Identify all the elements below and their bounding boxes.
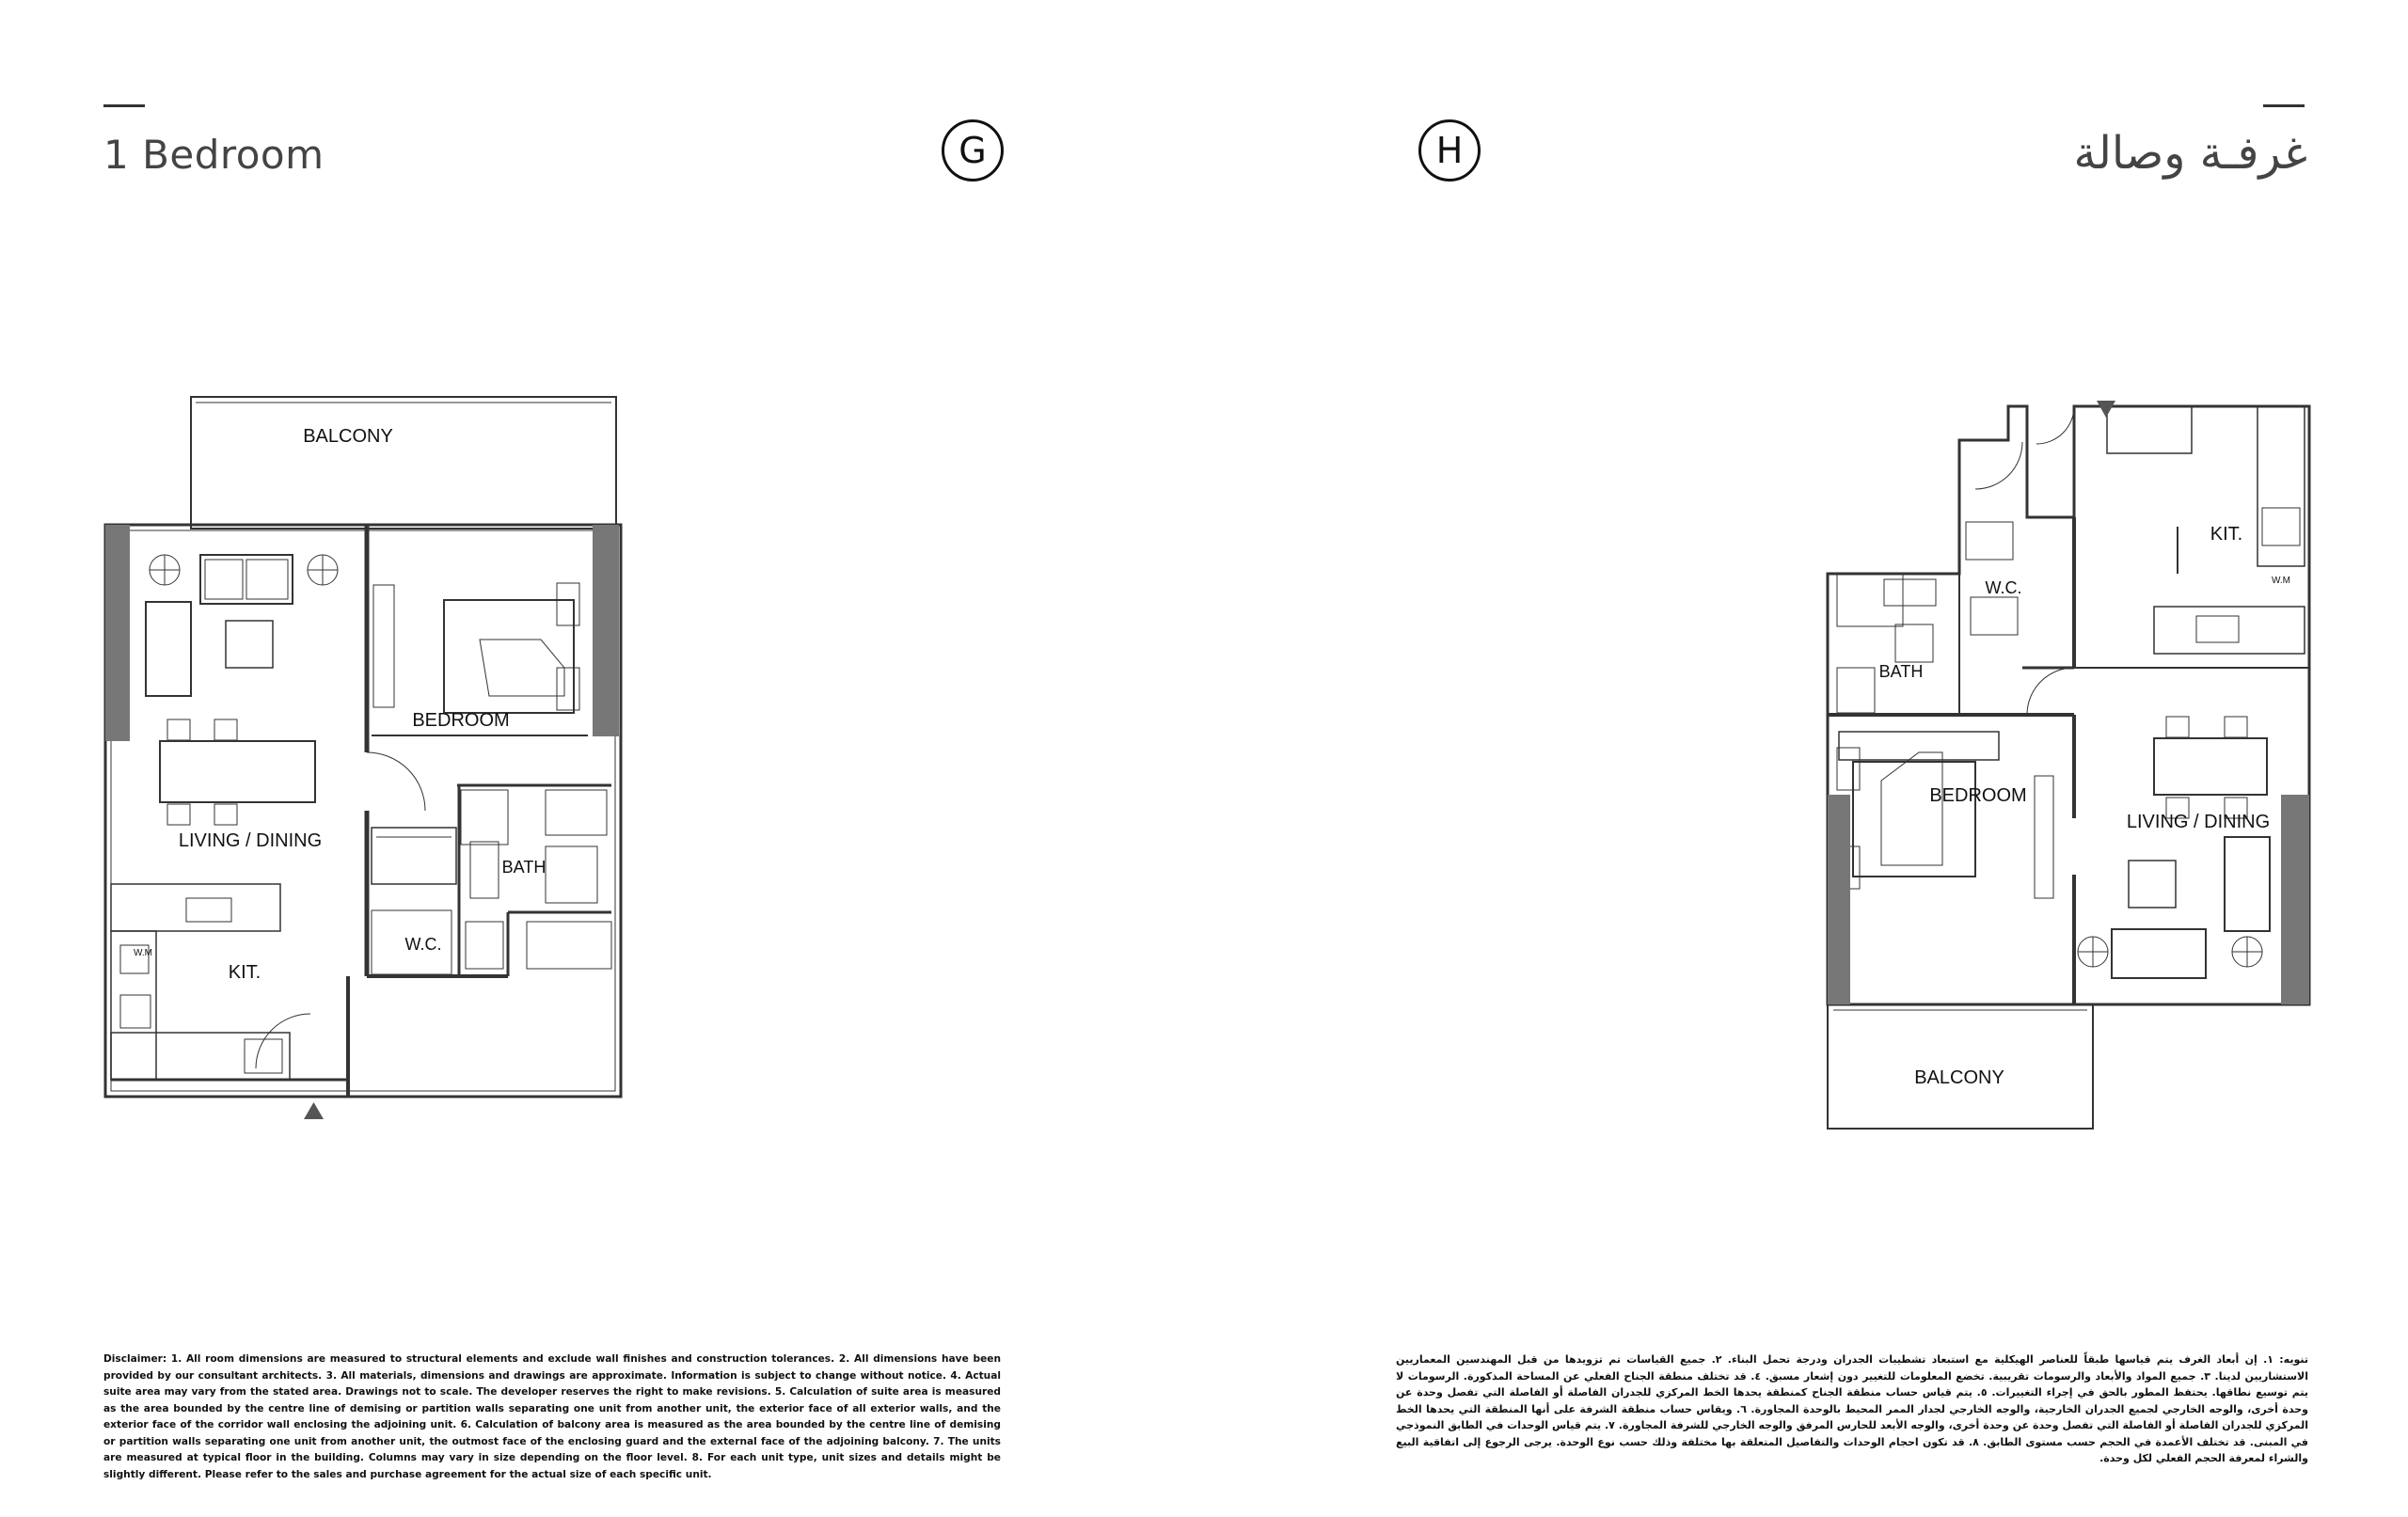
page-title-arabic: غرفـة وصالة <box>2073 127 2307 180</box>
label-balcony-g: BALCONY <box>303 426 393 447</box>
unit-h-marker: H <box>1418 119 1481 182</box>
label-bedroom-g: BEDROOM <box>412 710 510 731</box>
floor-plan-g <box>94 386 640 1138</box>
label-wc-h: W.C. <box>1985 578 2022 597</box>
label-balcony-h: BALCONY <box>1914 1067 2004 1088</box>
balcony-area <box>1828 1004 2093 1129</box>
floor-plan-h <box>1820 395 2328 1147</box>
label-living-g: LIVING / DINING <box>178 830 323 851</box>
label-living-h: LIVING / DINING <box>2126 812 2271 832</box>
label-bath-g: BATH <box>501 858 547 877</box>
header-rule-right <box>2263 104 2305 107</box>
disclaimer-english: Disclaimer: 1. All room dimensions are measured to structural elements and exclude wall finishes and construction tolerances. 2. All dimensions have been provided by our consultant architects. 3. All materials, dimensions and drawings are approximate. Information is subject to change without notice. 4. Actual suite area may vary from the stated area. Drawings not to scale. The developer reserves the right to make revisions. 5. Calculation of suite area is measured as the area bounded by the centre line of demising or partition walls separating one unit from another unit, the exterior face of all exterior walls, and the exterior face of the corridor wall enclosing the adjoining unit. 6. Calculation of balcony area is measured as the area bounded by the centre line of demising or partition walls separating one unit from another unit, the outmost face of the enclosing guard and the external face of the adjoining balcony. 7. The units are measured at typical floor in the building. Columns may vary in size depending on the floor level. 8. For each unit type, unit sizes and details might be slightly different. Please refer to the sales and purchase agreement for the actual size of each specific unit. <box>103 1353 1001 1480</box>
label-bedroom-h: BEDROOM <box>1929 785 2027 806</box>
balcony-area <box>191 397 616 529</box>
label-wc-g: W.C. <box>404 935 442 954</box>
header-rule-left <box>103 104 145 107</box>
page-title-english: 1 Bedroom <box>103 132 325 178</box>
label-wm-h: W.M <box>2272 576 2290 586</box>
disclaimer-arabic: تنويه: ١. إن أبعاد الغرف يتم قياسها طبقاً للعناصر الهيكلية مع استبعاد تشطيبات الجدران ودرجة تحمل البناء. ٢. جميع القياسات تم تزويدها من قبل المهندسين المعماريين الاستشاريين لدينا. ٣. جميع المواد والأبعاد والرسومات تقريبية. تخضع المعلومات للتغيير دون إشعار مسبق. ٤. قد تختلف منطقة الجناح الفعلي عن المساحة المذكورة. الرسومات لا يتم توسيع نطاقها. يحتفظ المطور بالحق في إجراء التغييرات. ٥. يتم قياس حساب منطقة الجناح كمنطقة يحدها الخط المركزي للجدران الفاصلة أو الفاصلة التي تفصل وحدة عن وحدة أخرى، والوجه الخارجي لجميع الجدران الخارجية، والوجه الخارجي لجدار الممر المحيط بالوحدة المجاورة. ٦. ويقاس حساب منطقة الشرفة على أنها المنطقة التي يحدها الخط المركزي للجدران الفاصلة أو الفاصلة التي تفصل وحدة عن وحدة أخرى، والوجه الأبعد للحارس المرفق والوجه الخارجي للشرفة المجاورة. ٧. يتم قياس الوحدات في الطابق النموذجي في المبنى. قد تختلف الأعمدة في الحجم حسب مستوى الطابق. ٨. قد تكون احجام الوحدات والتفاصيل المتعلقة بها مختلفة وذلك حسب نوع الوحدة. يرجى الرجوع إلى اتفاقية البيع والشراء لمعرفة الحجم الفعلي لكل وحدة. <box>1396 1353 2309 1464</box>
label-kitchen-g: KIT. <box>228 962 261 983</box>
label-kitchen-h: KIT. <box>2210 524 2243 545</box>
label-wm-g: W.M <box>134 948 152 958</box>
unit-g-marker: G <box>942 119 1004 182</box>
label-bath-h: BATH <box>1878 662 1924 681</box>
